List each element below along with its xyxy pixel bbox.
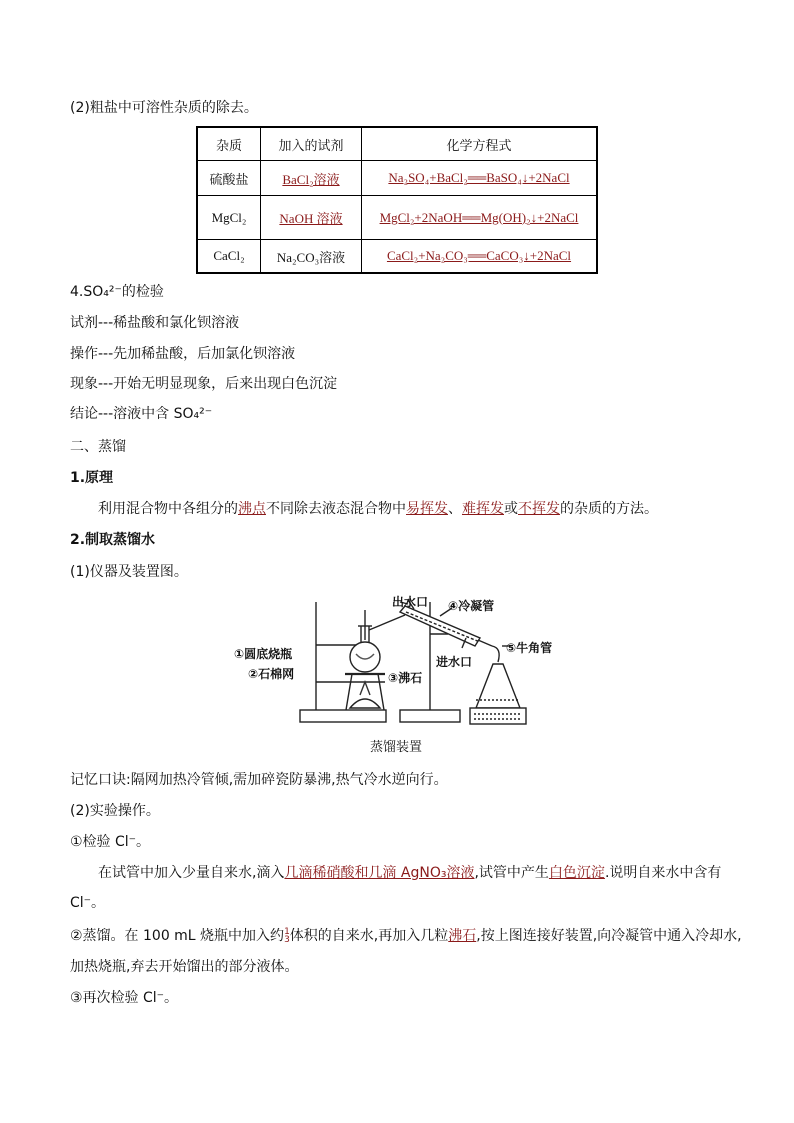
apparatus-title: (1)仪器及装置图。 [70,564,188,580]
equation-cell: Na₂SO₄+BaCl₂══BaSO₄↓+2NaCl [388,170,570,185]
table-row [197,161,597,196]
equation-cell: CaCl₂+Na₂CO₃══CaCO₃↓+2NaCl [386,248,572,263]
sulfate-test-title: 4.SO₄²⁻的检验 [70,284,164,300]
operation-title: (2)实验操作。 [70,803,160,819]
impurity-cell: 硫酸盐 [197,161,261,196]
table-header-row [197,127,597,161]
sulfate-test-conclusion: 结论---溶液中含 SO₄²⁻ [70,406,213,422]
distillation-apparatus-figure [230,590,570,730]
mnemonic: 记忆口诀:隔网加热冷管倾,需加碎瓷防暴沸,热气冷水逆向行。 [70,772,448,788]
step1-title: ①检验 Cl⁻。 [70,834,151,850]
table-row [197,240,597,274]
sulfate-test-reagent: 试剂---稀盐酸和氯化钡溶液 [70,315,240,331]
equation-cell: MgCl₂+2NaOH══Mg(OH)₂↓+2NaCl [379,209,579,225]
principle-text: 利用混合物中各组分的沸点不同除去液态混合物中易挥发、难挥发或不挥发的杂质的方法。 [98,501,658,517]
step3-title: ③再次检验 Cl⁻。 [70,990,179,1006]
label-round-flask: ①圆底烧瓶 [234,647,293,661]
impurity-table [196,126,598,274]
label-water-inlet: 进水口 [436,655,473,669]
sulfate-test-operation: 操作---先加稀盐酸，后加氯化钡溶液 [70,346,296,362]
distillation-heading: 二、蒸馏 [70,439,126,455]
sulfate-test-phenomenon: 现象---开始无明显现象，后来出现白色沉淀 [70,376,338,392]
table-row [197,196,597,240]
fraction-one-third: 1 3 [284,927,290,945]
reagent-cell: BaCl₂溶液 [282,171,340,187]
section-title-impurity-removal: (2)粗盐中可溶性杂质的除去。 [70,100,258,116]
label-boiling-chips: ③沸石 [388,671,423,685]
table-header: 杂质 [197,127,261,161]
table-header: 加入的试剂 [261,127,362,161]
label-asbestos-gauze: ②石棉网 [248,667,295,681]
label-adapter: ⑤牛角管 [506,641,553,655]
label-condenser: ④冷凝管 [448,599,495,613]
reagent-cell: Na₂CO₃溶液 [261,240,362,274]
reagent-cell: NaOH 溶液 [279,211,343,226]
principle-title: 1.原理 [70,470,114,486]
impurity-cell: CaCl₂ [197,240,261,274]
impurity-cell: MgCl₂ [197,196,261,240]
prep-title: 2.制取蒸馏水 [70,532,156,548]
label-water-outlet: 出水口 [392,595,429,609]
step2-text: ②蒸馏。在 100 mL 烧瓶中加入约1 3体积的自来水,再加入几粒沸石,按上图连接好装置,向冷凝管中通入冷却水, [70,927,742,945]
step1-text: 在试管中加入少量自来水,滴入几滴稀硝酸和几滴 AgNO₃溶液,试管中产生白色沉淀.说明自来水中含有 [98,865,722,881]
table-header: 化学方程式 [362,127,598,161]
step1-text-end: Cl⁻。 [70,895,106,911]
figure-caption: 蒸馏装置 [370,740,423,755]
step2-text-line2: 加热烧瓶,弃去开始馏出的部分液体。 [70,959,299,975]
